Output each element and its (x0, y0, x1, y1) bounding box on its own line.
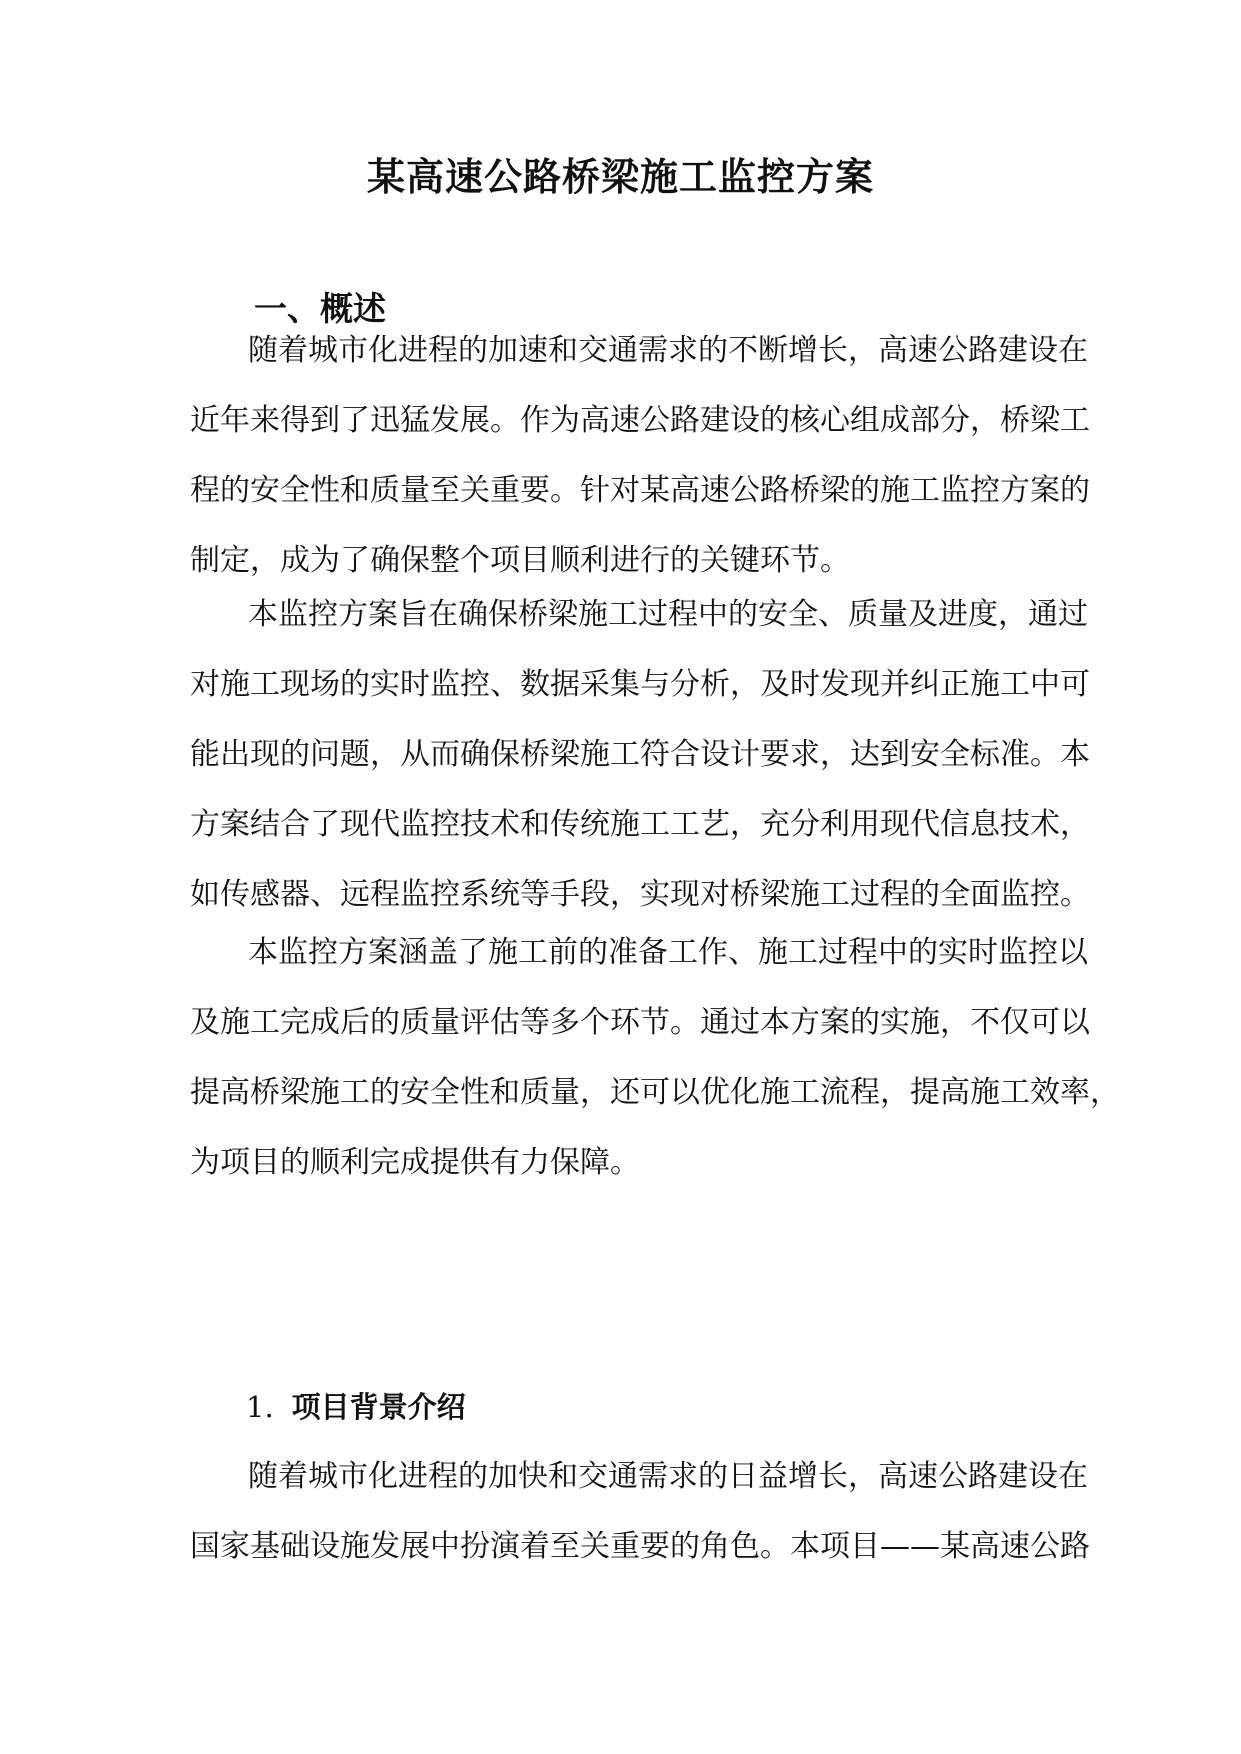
paragraph-line: 如传感器、远程监控系统等手段，实现对桥梁施工过程的全面监控。 (190, 877, 1090, 912)
paragraph-line: 本监控方案旨在确保桥梁施工过程中的安全、质量及进度，通过 (248, 597, 1088, 632)
paragraph-line: 制定，成为了确保整个项目顺利进行的关键环节。 (190, 543, 850, 578)
paragraph-2 (190, 580, 1090, 930)
paragraph-line: 方案结合了现代监控技术和传统施工工艺，充分利用现代信息技术， (190, 807, 1090, 842)
paragraph-line: 及施工完成后的质量评估等多个环节。通过本方案的实施，不仅可以 (190, 1005, 1090, 1040)
paragraph-4 (190, 1442, 1090, 1582)
subsection-title: 项目背景介绍 (291, 1390, 466, 1424)
paragraph-line: 为项目的顺利完成提供有力保障。 (190, 1145, 640, 1180)
paragraph-line: 国家基础设施发展中扮演着至关重要的角色。本项目——某高速公路 (190, 1529, 1090, 1564)
paragraph-3 (190, 918, 1120, 1198)
paragraph-line: 本监控方案涵盖了施工前的准备工作、施工过程中的实时监控以 (248, 935, 1088, 970)
subsection-heading-project-background (246, 1385, 466, 1426)
paragraph-line: 提高桥梁施工的安全性和质量，还可以优化施工流程，提高施工效率， (190, 1075, 1120, 1110)
paragraph-line: 近年来得到了迅猛发展。作为高速公路建设的核心组成部分，桥梁工 (190, 403, 1090, 438)
paragraph-line: 随着城市化进程的加快和交通需求的日益增长，高速公路建设在 (248, 1459, 1088, 1494)
paragraph-1 (190, 316, 1090, 596)
paragraph-line: 程的安全性和质量至关重要。针对某高速公路桥梁的施工监控方案的 (190, 473, 1090, 508)
section-heading-overview: 一、概述 (254, 289, 386, 328)
paragraph-line: 随着城市化进程的加速和交通需求的不断增长，高速公路建设在 (248, 333, 1088, 368)
subsection-number: 1. (246, 1390, 274, 1424)
paragraph-line: 对施工现场的实时监控、数据采集与分析，及时发现并纠正施工中可 (190, 667, 1090, 702)
document-title: 某高速公路桥梁施工监控方案 (366, 154, 874, 199)
paragraph-line: 能出现的问题，从而确保桥梁施工符合设计要求，达到安全标准。本 (190, 737, 1090, 772)
